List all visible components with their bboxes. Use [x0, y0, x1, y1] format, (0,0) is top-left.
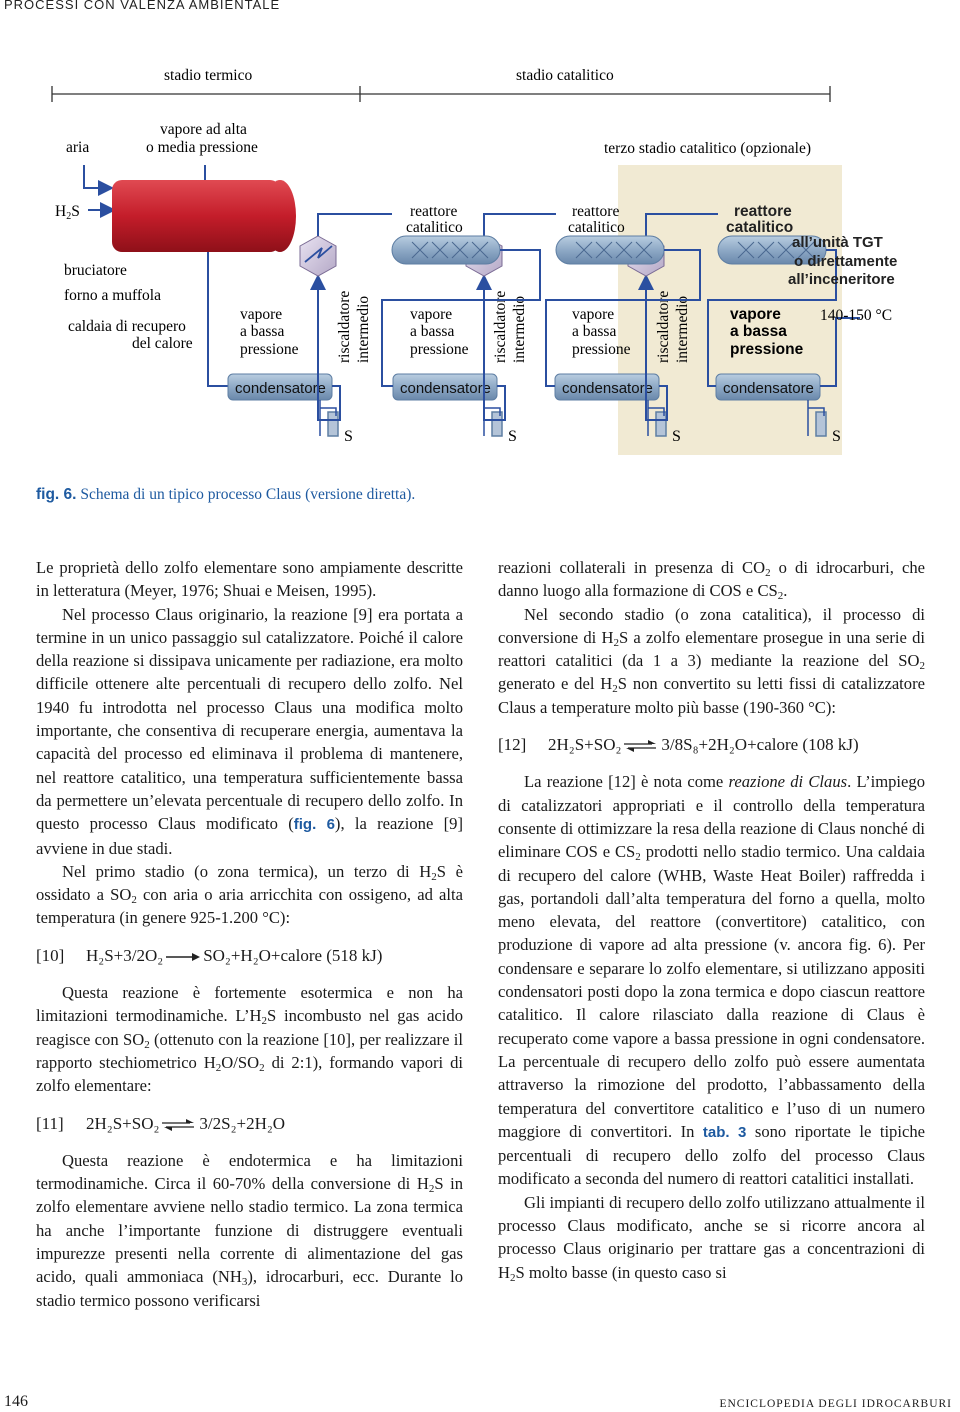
reactor-label: reattore — [410, 203, 458, 220]
h2s-label: H2S — [55, 203, 80, 222]
condenser-label: condensatore — [562, 380, 653, 397]
figure-caption — [36, 486, 415, 504]
right-column — [498, 556, 925, 1284]
condenser-label: condensatore — [723, 380, 814, 397]
condenser-label: condensatore — [400, 380, 491, 397]
steam-low-label-3: pressione — [240, 341, 299, 358]
sulfur-label: S — [344, 428, 353, 445]
steam-low-label-2: a bassa — [572, 323, 617, 340]
paragraph: reazioni collaterali in presenza di $CO_2$ o di idrocarburi, che danno luogo alla formazione di COS e $CS_2$. — [498, 558, 925, 603]
table-reference-link[interactable]: tab. 3 — [702, 1123, 747, 1141]
steam-low-label: vapore — [410, 306, 453, 323]
stage-thermal-label: stadio termico — [164, 67, 253, 84]
steam-low-label: vapore — [240, 306, 283, 323]
caption-label: fig. 6. — [36, 486, 77, 503]
caption-text: Schema di un tipico processo Claus (versione diretta). — [80, 486, 416, 503]
paragraph: Le proprietà dello zolfo elementare sono ampiamente descritte in letteratura (Meyer, 1976; Shuai e Meisen, 1995). — [36, 558, 463, 601]
equation-12: [12] 2H₂S+SO₂ 3/8S₈+2H₂O+calore (108 kJ) — [498, 735, 859, 755]
tgt-label-2: o direttamente — [794, 253, 898, 270]
running-footer: ENCICLOPEDIA DEGLI IDROCARBURI — [719, 1398, 952, 1410]
condenser-1 — [228, 374, 332, 400]
steam-low-label-3: pressione — [410, 341, 469, 358]
paragraph: Nel primo stadio (o zona termica), un terzo di $H_2S$ è ossidato a $SO_2$ con aria o aria arricchita con ossigeno, ad alta temperatura (in genere 925-1.200 °C): — [36, 861, 464, 928]
condenser-label: condensatore — [235, 380, 326, 397]
equation-10: [10] H₂S+3/2O₂ SO₂+H₂O+calore (518 kJ) — [36, 945, 383, 965]
heater-label-2: intermedio — [674, 295, 691, 363]
muffle-furnace-label: forno a muffola — [64, 287, 161, 304]
unit-1 — [240, 306, 299, 358]
catalytic-reactor-1 — [392, 236, 500, 264]
paragraph: La reazione [12] è nota come reazione di Claus. L’impiego di catalizzatori appropriati e il controllo della temperatura consente di ottimizzare la resa della reazione di Claus nonché di eliminare COS e $CS_2$ prodotti nello stadio termico. Una caldaia di recupero del calore (WHB, Waste Heat Boiler) raffredda i gas, portandoli dall’alta temperatura del forno a quella, molto meno elevata, del reattore (convertitore) catalitico, con produzione di vapore ad alta pressione (v. ancora fig. 6). Per condensare e separare lo zolfo elementare, si utilizzano appositi condensatori posti dopo la zona termica e dopo ciascun reattore catalitico. Il calore rilasciato dalla reazione di Claus è recuperato come vapore a bassa pressione in ogni condensatore. La percentuale di recupero dello zolfo può essere aumentata attraverso la rimozione del prodotto, l’abbassamento della temperatura del convertitore catalitico e l’uso di un numero maggiore di convertitori. In tab. 3 sono riportate le tipiche percentuali di recupero dello zolfo del processo Claus modificato a seconda del numero di reattori catalitici installati. — [498, 772, 925, 1189]
steam-high-label: vapore ad alta — [160, 121, 247, 138]
steam-low-label: vapore — [572, 306, 615, 323]
waste-heat-boiler-label-2: del calore — [132, 335, 193, 352]
condenser-2 — [393, 374, 497, 400]
reactor-label: reattore — [572, 203, 620, 220]
catalytic-reactor-2 — [556, 236, 664, 264]
stage-thermal-bracket — [52, 86, 360, 102]
figure-reference-link[interactable]: fig. 6 — [293, 816, 335, 834]
stage-catalytic-label: stadio catalitico — [516, 67, 614, 84]
sulfur-label: S — [672, 428, 681, 445]
equilibrium-arrow-icon — [162, 1119, 196, 1131]
steam-low-label: vapore — [730, 306, 781, 323]
section-header: PROCESSI CON VALENZA AMBIENTALE — [4, 0, 281, 12]
steam-low-label-2: a bassa — [410, 323, 455, 340]
reactor-label-2: catalitico — [726, 219, 794, 236]
paragraph: Questa reazione è fortemente esotermica e non ha limitazioni termodinamiche. $L’H_2S$ incombusto nel gas acido reagisce con $SO_2$ (ottenuto con la reazione [10], per realizzare il rapporto stechiometrico $H_2O/SO_2$ di 2:1), formando vapori di zolfo elementare: — [36, 983, 463, 1096]
equilibrium-arrow-icon — [624, 740, 658, 752]
condenser-3 — [555, 374, 659, 400]
steam-low-label-3: pressione — [730, 341, 804, 358]
optional-stage-label: terzo stadio catalitico (opzionale) — [604, 140, 812, 157]
equation-11: [11] 2H₂S+SO₂ 3/2S₂+2H₂O — [36, 1113, 286, 1133]
heater-label: riscaldatore — [336, 290, 353, 363]
waste-heat-boiler-label: caldaia di recupero — [68, 318, 186, 335]
sulfur-drain-1 — [320, 400, 338, 436]
burner-label: bruciatore — [64, 262, 127, 279]
paragraph: Nel secondo stadio (o zona catalitica), il processo di conversione di $H_2S$ a zolfo elementare prosegue in una serie di reattori catalitici (da 1 a 3) mediante la reazione del $SO_2$ generato e del $H_2S$ non convertito su letti fissi di catalizzatore Claus a temperature molto più basse (190-360 °C): — [498, 604, 925, 717]
tgt-label-3: all’inceneritore — [788, 271, 895, 288]
condenser-4 — [716, 374, 820, 400]
heater-label-2: intermedio — [511, 295, 528, 363]
intermediate-heater-1 — [300, 236, 336, 276]
tgt-label: all’unità TGT — [792, 234, 883, 251]
reactor-label: reattore — [734, 203, 792, 220]
steam-low-label-3: pressione — [572, 341, 631, 358]
sulfur-label: S — [508, 428, 517, 445]
stage-catalytic-bracket — [360, 86, 830, 102]
steam-low-label-2: a bassa — [240, 323, 285, 340]
heater-label: riscaldatore — [492, 290, 509, 363]
reactor-label-2: catalitico — [568, 219, 625, 236]
reaction-arrow-icon — [166, 952, 200, 962]
steam-high-label-2: o media pressione — [146, 139, 258, 156]
steam-low-label-2: a bassa — [730, 323, 787, 340]
outlet-temperature: 140-150 °C — [820, 307, 893, 324]
reactor-label-2: catalitico — [406, 219, 463, 236]
paragraph: Questa reazione è endotermica e ha limitazioni termodinamiche. Circa il 60-70% della conversione di $H_2S$ in zolfo elementare avviene nello stadio termico. La zona termica ha anche l’importante funzione di distruggere eventuali impurezze presenti nella corrente di alimentazione del gas acido, quali ammoniaca $(NH_3)$, idrocarburi, ecc. Durante lo stadio termico possono verificarsi — [36, 1150, 463, 1310]
left-column — [36, 556, 463, 1312]
heater-label-2: intermedio — [355, 295, 372, 363]
claus-process-diagram — [0, 0, 960, 470]
paragraph: Gli impianti di recupero dello zolfo utilizzano attualmente il processo Claus modificato, anche se si ricorre ancora al processo Claus originario per trattare gas a concentrazioni di $H_2S$ molto basse (in questo caso si — [498, 1192, 925, 1284]
sulfur-label: S — [832, 428, 841, 445]
page-number: 146 — [4, 1393, 28, 1410]
paragraph: Nel processo Claus originario, la reazione [9] era portata a termine in un unico passaggio sul catalizzatore. Poiché il calore della reazione si dissipava unicamente per radiazione, era molto difficile ottenere alte percentuali di recupero dello zolfo. Nel 1940 fu introdotta nel processo Claus una modifica molto importante, che consentiva di recuperare energia, aumentava la capacità del processo ed eliminava il problema di mantenere, nel reattore catalitico, una temperatura sufficientemente bassa da permettere un’elevata percentuale di recupero dello zolfo. In questo processo Claus modificato (fig. 6), la reazione [9] avviene in due stadi. — [36, 604, 463, 858]
heater-label: riscaldatore — [655, 290, 672, 363]
sulfur-drain-2 — [484, 400, 502, 436]
furnace-vessel — [112, 180, 280, 252]
aria-label: aria — [66, 139, 90, 156]
